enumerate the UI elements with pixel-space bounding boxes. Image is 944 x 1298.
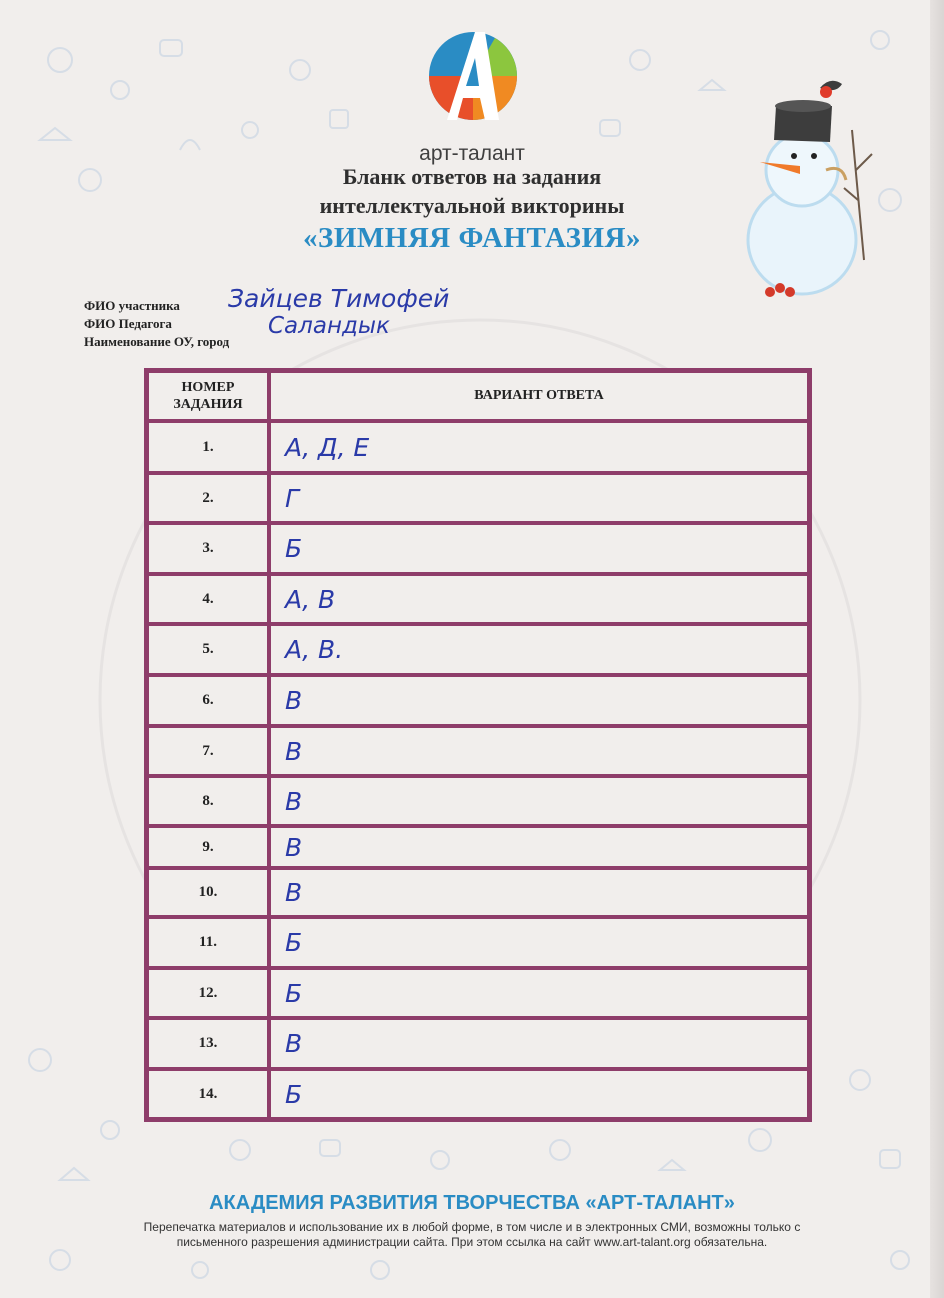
- table-row: [147, 968, 809, 1018]
- table-row: [147, 624, 809, 675]
- column-header-answer: ВАРИАНТ ОТВЕТА: [269, 371, 809, 421]
- task-number: 3.: [147, 523, 269, 574]
- task-number: 9.: [147, 826, 269, 868]
- footer-note-line2: письменного разрешения администрации сайта. При этом ссылка на сайт www.art-talant.org обязательна.: [176, 1235, 768, 1249]
- brand-name: арт-талант: [419, 142, 525, 165]
- table-row: [147, 675, 809, 726]
- task-number: 4.: [147, 574, 269, 624]
- table-row: [147, 473, 809, 523]
- answer-value: Б: [269, 1069, 809, 1119]
- task-number: 2.: [147, 473, 269, 523]
- form-title-line1: Бланк ответов на задания: [342, 164, 602, 189]
- task-number: 14.: [147, 1069, 269, 1119]
- table-row: [147, 1018, 809, 1069]
- task-number: 13.: [147, 1018, 269, 1069]
- task-number: 11.: [147, 917, 269, 968]
- table-row: [147, 574, 809, 624]
- quiz-name: «ЗИМНЯЯ ФАНТАЗИЯ»: [303, 222, 641, 254]
- table-row: [147, 523, 809, 574]
- table-row: [147, 1069, 809, 1119]
- answer-value: В: [269, 675, 809, 726]
- answers-table-body: [147, 421, 809, 1119]
- answer-value: В: [269, 726, 809, 776]
- task-number: 1.: [147, 421, 269, 473]
- table-row: [147, 726, 809, 776]
- task-number: 5.: [147, 624, 269, 675]
- table-row: [147, 868, 809, 917]
- answer-value: В: [269, 1018, 809, 1069]
- answer-value: Б: [269, 968, 809, 1018]
- answer-value: А, Д, Е: [269, 421, 809, 473]
- column-header-number: НОМЕР ЗАДАНИЯ: [147, 371, 269, 421]
- task-number: 6.: [147, 675, 269, 726]
- participant-label: ФИО участника: [84, 298, 180, 313]
- snowman-illustration-icon: [740, 70, 880, 300]
- table-header-row: [147, 371, 809, 421]
- answer-value: Г: [269, 473, 809, 523]
- footer-note-line1: Перепечатка материалов и использование их в любой форме, в том числе и в электронных СМИ, возможны только с: [143, 1220, 801, 1234]
- answer-value: А, В.: [269, 624, 809, 675]
- table-row: [147, 421, 809, 473]
- art-talant-logo-icon: [425, 24, 521, 134]
- footer-copyright-note: [100, 1220, 844, 1250]
- answer-value: А, В: [269, 574, 809, 624]
- school-label: Наименование ОУ, город: [84, 334, 230, 349]
- answer-value: Б: [269, 523, 809, 574]
- teacher-value: Саландык: [268, 313, 390, 339]
- answer-value: В: [269, 776, 809, 826]
- footer-org-name: АКАДЕМИЯ РАЗВИТИЯ ТВОРЧЕСТВА «АРТ-ТАЛАНТ»: [209, 1192, 735, 1214]
- table-row: [147, 917, 809, 968]
- teacher-label: ФИО Педагога: [84, 316, 172, 331]
- table-row: [147, 826, 809, 868]
- task-number: 7.: [147, 726, 269, 776]
- answers-table: [144, 368, 812, 1122]
- answer-value: В: [269, 826, 809, 868]
- task-number: 8.: [147, 776, 269, 826]
- participant-value: Зайцев Тимофей: [228, 284, 450, 313]
- answer-value: Б: [269, 917, 809, 968]
- table-row: [147, 776, 809, 826]
- task-number: 12.: [147, 968, 269, 1018]
- form-title-line2: интеллектуальной викторины: [319, 193, 625, 218]
- answer-value: В: [269, 868, 809, 917]
- task-number: 10.: [147, 868, 269, 917]
